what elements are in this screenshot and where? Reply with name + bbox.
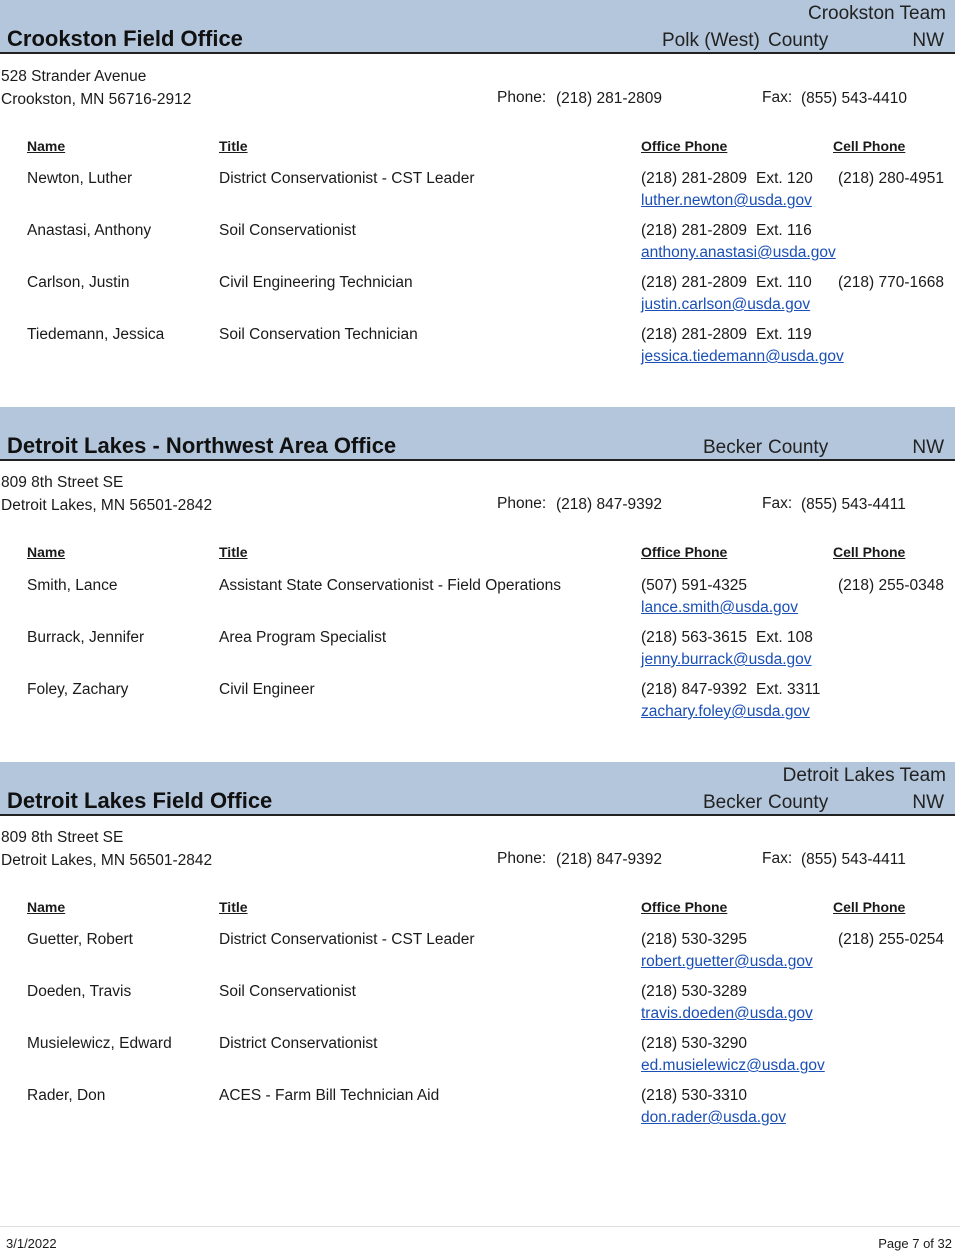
office-address [1, 826, 212, 872]
staff-row [0, 577, 960, 629]
office-region: NW [912, 792, 944, 813]
office-phone: (218) 847-9392 [556, 851, 662, 868]
staff-name: Tiedemann, Jessica [27, 326, 165, 343]
office-region: NW [912, 437, 944, 458]
county-label: County [768, 437, 829, 458]
staff-row [0, 222, 960, 274]
staff-row [0, 326, 960, 378]
staff-name: Newton, Luther [27, 170, 133, 187]
address-line-2: Crookston, MN 56716-2912 [1, 91, 192, 108]
staff-cell: (218) 255-0348 [838, 577, 944, 594]
staff-phone: (218) 281-2809 Ext. 119 [641, 326, 812, 343]
footer-page-number: Page 7 of 32 [878, 1236, 952, 1251]
staff-phone: (218) 281-2809 Ext. 116 [641, 222, 812, 239]
staff-title: District Conservationist - CST Leader [219, 931, 475, 948]
col-header-title: Title [219, 544, 248, 560]
staff-title: District Conservationist [219, 1035, 378, 1052]
office-county: Polk (West) [662, 30, 760, 51]
office-section [0, 407, 960, 737]
staff-phone: (218) 847-9392 Ext. 3311 [641, 681, 821, 698]
phone-label: Phone: [497, 89, 547, 106]
staff-row [0, 170, 960, 222]
office-phone: (218) 847-9392 [556, 496, 662, 513]
staff-name: Doeden, Travis [27, 983, 132, 1000]
staff-phone: (218) 530-3295 [641, 931, 747, 948]
office-region: NW [912, 30, 944, 51]
office-address [1, 471, 212, 517]
fax-label: Fax: [762, 89, 793, 106]
staff-phone: (218) 530-3310 [641, 1087, 747, 1104]
col-header-cell-phone: Cell Phone [833, 138, 906, 154]
staff-email-link[interactable]: jessica.tiedemann@usda.gov [641, 348, 844, 365]
office-fax: (855) 543-4410 [801, 90, 907, 107]
office-fax: (855) 543-4411 [801, 851, 906, 868]
staff-email-link[interactable]: ed.musielewicz@usda.gov [641, 1057, 825, 1074]
footer-date: 3/1/2022 [6, 1236, 57, 1251]
fax-label: Fax: [762, 495, 793, 512]
phone-label: Phone: [497, 850, 547, 867]
office-name: Detroit Lakes - Northwest Area Office [7, 433, 397, 458]
staff-email-link[interactable]: travis.doeden@usda.gov [641, 1005, 813, 1022]
staff-name: Smith, Lance [27, 577, 118, 594]
phone-label: Phone: [497, 495, 547, 512]
staff-title: Soil Conservation Technician [219, 326, 418, 343]
staff-cell: (218) 255-0254 [838, 931, 944, 948]
office-section [0, 0, 960, 380]
address-line-1: 809 8th Street SE [1, 829, 124, 846]
staff-phone: (507) 591-4325 [641, 577, 747, 594]
staff-email-link[interactable]: luther.newton@usda.gov [641, 192, 812, 209]
staff-email-link[interactable]: anthony.anastasi@usda.gov [641, 244, 836, 261]
staff-name: Anastasi, Anthony [27, 222, 152, 239]
col-header-name: Name [27, 138, 66, 154]
staff-email-link[interactable]: justin.carlson@usda.gov [641, 296, 811, 313]
staff-row [0, 931, 960, 983]
col-header-name: Name [27, 544, 66, 560]
col-header-name: Name [27, 899, 66, 915]
staff-name: Rader, Don [27, 1087, 106, 1104]
staff-title: Soil Conservationist [219, 983, 356, 1000]
staff-email-link[interactable]: lance.smith@usda.gov [641, 599, 799, 616]
office-phone: (218) 281-2809 [556, 90, 662, 107]
staff-name: Musielewicz, Edward [27, 1035, 172, 1052]
office-county: Becker [703, 792, 763, 813]
col-header-cell-phone: Cell Phone [833, 899, 906, 915]
staff-email-link[interactable]: robert.guetter@usda.gov [641, 953, 813, 970]
staff-name: Carlson, Justin [27, 274, 130, 291]
staff-email-link[interactable]: jenny.burrack@usda.gov [641, 651, 812, 668]
address-line-2: Detroit Lakes, MN 56501-2842 [1, 852, 213, 869]
office-team: Crookston Team [808, 3, 946, 24]
office-header [0, 762, 955, 816]
staff-phone: (218) 281-2809 Ext. 120 [641, 170, 813, 187]
staff-cell: (218) 280-4951 [838, 170, 944, 187]
address-line-1: 528 Strander Avenue [1, 68, 147, 85]
footer-divider [0, 1226, 960, 1227]
staff-row [0, 983, 960, 1035]
staff-phone: (218) 281-2809 Ext. 110 [641, 274, 812, 291]
staff-phone: (218) 530-3290 [641, 1035, 747, 1052]
county-label: County [768, 30, 829, 51]
col-header-title: Title [219, 138, 248, 154]
office-header [0, 407, 955, 461]
staff-row [0, 1087, 960, 1139]
staff-title: Area Program Specialist [219, 629, 387, 646]
staff-row [0, 681, 960, 733]
office-team: Detroit Lakes Team [782, 765, 946, 786]
county-label: County [768, 792, 829, 813]
staff-title: Soil Conservationist [219, 222, 356, 239]
staff-email-link[interactable]: zachary.foley@usda.gov [641, 703, 810, 720]
office-address [1, 65, 191, 111]
office-fax: (855) 543-4411 [801, 496, 906, 513]
staff-title: Civil Engineer [219, 681, 315, 698]
office-name: Crookston Field Office [7, 26, 243, 51]
staff-row [0, 1035, 960, 1087]
col-header-cell-phone: Cell Phone [833, 544, 906, 560]
address-line-2: Detroit Lakes, MN 56501-2842 [1, 497, 213, 514]
office-section [0, 762, 960, 1142]
col-header-office-phone: Office Phone [641, 138, 728, 154]
staff-row [0, 629, 960, 681]
col-header-title: Title [219, 899, 248, 915]
fax-label: Fax: [762, 850, 793, 867]
staff-name: Burrack, Jennifer [27, 629, 145, 646]
staff-name: Guetter, Robert [27, 931, 133, 948]
address-line-1: 809 8th Street SE [1, 474, 124, 491]
staff-title: Assistant State Conservationist - Field Operations [219, 577, 562, 594]
staff-title: Civil Engineering Technician [219, 274, 413, 291]
staff-cell: (218) 770-1668 [838, 274, 944, 291]
staff-title: ACES - Farm Bill Technician Aid [219, 1087, 440, 1104]
staff-phone: (218) 563-3615 Ext. 108 [641, 629, 813, 646]
staff-email-link[interactable]: don.rader@usda.gov [641, 1109, 786, 1126]
staff-name: Foley, Zachary [27, 681, 129, 698]
staff-row [0, 274, 960, 326]
col-header-office-phone: Office Phone [641, 899, 728, 915]
office-name: Detroit Lakes Field Office [7, 788, 273, 813]
staff-phone: (218) 530-3289 [641, 983, 747, 1000]
staff-title: District Conservationist - CST Leader [219, 170, 475, 187]
office-header [0, 0, 955, 54]
office-county: Becker [703, 437, 763, 458]
col-header-office-phone: Office Phone [641, 544, 728, 560]
